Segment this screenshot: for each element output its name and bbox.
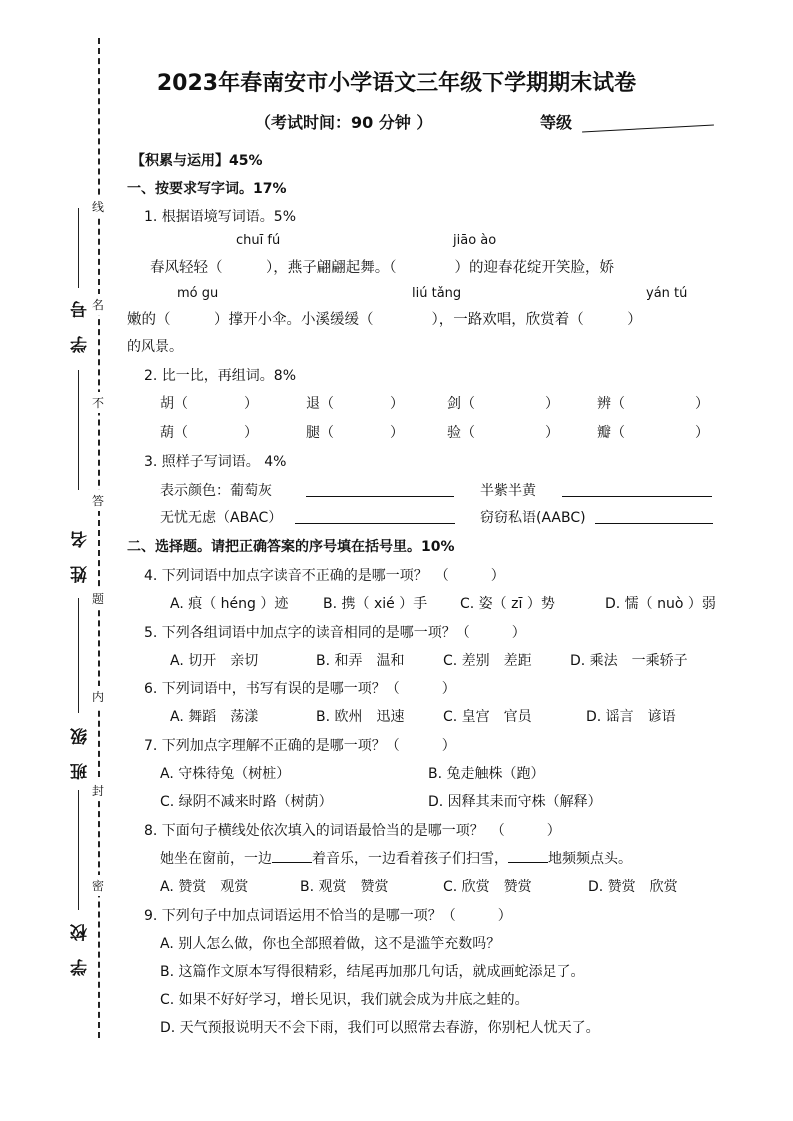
compare-item: 剑（ ） — [447, 396, 559, 412]
binding-char: 不 — [92, 392, 104, 413]
question-stem: 6. 下列词语中，书写有误的是哪一项？（ ） — [144, 681, 456, 697]
question-stem: 5. 下列各组词语中加点字的读音相同的是哪一项？（ ） — [144, 625, 526, 641]
choice-option[interactable]: C. 欣赏 赞赏 — [443, 879, 532, 895]
choice-option[interactable]: A. 别人怎么做，你也全部照着做，这不是滥竽充数吗？ — [160, 936, 501, 952]
exam-time: （考试时间：90 分钟 ） — [255, 113, 433, 132]
q8-sentence-part: 她坐在窗前，一边 — [160, 851, 272, 867]
grade-label: 等级 — [540, 113, 573, 132]
school-field-line — [78, 790, 79, 910]
question-stem: 4. 下列词语中加点字读音不正确的是哪一项？ （ ） — [144, 568, 505, 584]
pinyin-hint: jiāo ào — [453, 233, 497, 248]
choice-option[interactable]: D. 乘法 一乘轿子 — [570, 653, 688, 669]
choice-option[interactable]: D. 赞赏 欣赏 — [588, 879, 678, 895]
choice-option[interactable]: B. 欧州 迅速 — [316, 709, 405, 725]
compare-item: 腿（ ） — [306, 425, 404, 441]
section-heading: 二、选择题。请把正确答案的序号填在括号里。10% — [127, 539, 455, 555]
choice-option[interactable]: B. 和弄 温和 — [316, 653, 405, 669]
class-field-line — [78, 598, 79, 713]
compare-item: 辨（ ） — [597, 396, 709, 412]
choice-option[interactable]: B. 这篇作文原本写得很精彩，结尾再加那几句话，就成画蛇添足了。 — [160, 964, 585, 980]
binding-char: 封 — [92, 780, 104, 801]
binding-char: 答 — [92, 490, 104, 511]
blank-line[interactable] — [508, 849, 548, 863]
blank-line[interactable] — [272, 849, 312, 863]
binding-char: 内 — [92, 686, 104, 707]
q8-sentence-part: 着音乐，一边看着孩子们扫雪， — [312, 851, 508, 867]
choice-option[interactable]: A. 切开 亲切 — [170, 653, 259, 669]
question-stem: 8. 下面句子横线处依次填入的词语最恰当的是哪一项？ （ ） — [144, 823, 561, 839]
choice-option[interactable]: D. 因释其耒而守株（解释） — [428, 794, 602, 810]
context-sentence: 的风景。 — [127, 339, 183, 355]
student-number-field-line — [78, 208, 79, 288]
choice-option[interactable]: A. 守株待兔（树桩） — [160, 766, 291, 782]
choice-option[interactable]: C. 如果不好好学习，增长见识，我们就会成为井底之蛙的。 — [160, 992, 529, 1008]
student-number-label: 学 号 — [71, 295, 91, 353]
q8-sentence-part: 地频频点头。 — [548, 851, 632, 867]
choice-option[interactable]: B. 观赏 赞赏 — [300, 879, 389, 895]
compare-item: 葫（ ） — [160, 425, 258, 441]
answer-line[interactable] — [306, 480, 454, 497]
choice-option[interactable]: A. 痕（ héng ）迹 — [170, 596, 289, 612]
pinyin-hint: chuī fú — [236, 233, 281, 248]
example-word: 半紫半黄 — [480, 483, 536, 499]
pinyin-hint: yán tú — [646, 286, 688, 301]
choice-option[interactable]: C. 差别 差距 — [443, 653, 532, 669]
example-word: 无忧无虑（ABAC） — [160, 510, 283, 526]
pinyin-hint: mó gu — [177, 286, 219, 301]
pinyin-hint: liú tǎng — [412, 286, 462, 301]
section-heading: 一、按要求写字词。17% — [127, 181, 287, 197]
context-sentence: 嫩的（ ）撑开小伞。小溪缓缓（ ），一路欢唱，欣赏着（ ） — [127, 312, 642, 328]
school-label: 学 校 — [71, 918, 91, 976]
choice-option[interactable]: C. 姿（ zī ）势 — [460, 596, 555, 612]
example-word: 表示颜色：葡萄灰 — [160, 483, 272, 499]
choice-option[interactable]: A. 赞赏 观赏 — [160, 879, 249, 895]
compare-item: 瓣（ ） — [597, 425, 709, 441]
binding-char: 线 — [92, 196, 104, 217]
class-label: 班 级 — [71, 722, 91, 780]
choice-option[interactable]: B. 兔走触株（跑） — [428, 766, 545, 782]
question-title: 2. 比一比，再组词。8% — [144, 368, 297, 384]
question-stem: 7. 下列加点字理解不正确的是哪一项？（ ） — [144, 738, 456, 754]
context-sentence: 春风轻轻（ ），燕子翩翩起舞。（ ）的迎春花绽开笑脸，娇 — [150, 260, 614, 276]
answer-line[interactable] — [295, 507, 455, 524]
answer-line[interactable] — [562, 480, 712, 497]
choice-option[interactable]: C. 皇宫 官员 — [443, 709, 532, 725]
choice-option[interactable]: D. 懦（ nuò ）弱 — [605, 596, 716, 612]
name-field-line — [78, 370, 79, 490]
name-label: 姓 名 — [71, 525, 91, 583]
example-word: 窃窃私语(AABC) — [480, 510, 586, 526]
choice-option[interactable]: A. 舞蹈 荡漾 — [170, 709, 259, 725]
question-title: 1. 根据语境写词语。5% — [144, 209, 297, 225]
part-heading: 【积累与运用】45% — [131, 153, 263, 169]
binding-char: 题 — [92, 588, 104, 609]
q8-sentence — [160, 848, 632, 868]
compare-item: 退（ ） — [306, 396, 404, 412]
compare-item: 胡（ ） — [160, 396, 258, 412]
grade-input-line[interactable] — [582, 125, 714, 133]
choice-option[interactable]: D. 天气预报说明天不会下雨，我们可以照常去春游，你别杞人忧天了。 — [160, 1020, 600, 1036]
compare-item: 验（ ） — [447, 425, 559, 441]
binding-char: 密 — [92, 875, 104, 896]
question-stem: 9. 下列句子中加点词语运用不恰当的是哪一项？（ ） — [144, 908, 512, 924]
choice-option[interactable]: C. 绿阴不减来时路（树荫） — [160, 794, 333, 810]
choice-option[interactable]: B. 携（ xié ）手 — [323, 596, 428, 612]
choice-option[interactable]: D. 谣言 谚语 — [586, 709, 676, 725]
question-title: 3. 照样子写词语。 4% — [144, 454, 287, 470]
exam-title: 2023年春南安市小学语文三年级下学期期末试卷 — [156, 71, 637, 96]
binding-char: 名 — [92, 294, 104, 315]
answer-line[interactable] — [595, 507, 713, 524]
